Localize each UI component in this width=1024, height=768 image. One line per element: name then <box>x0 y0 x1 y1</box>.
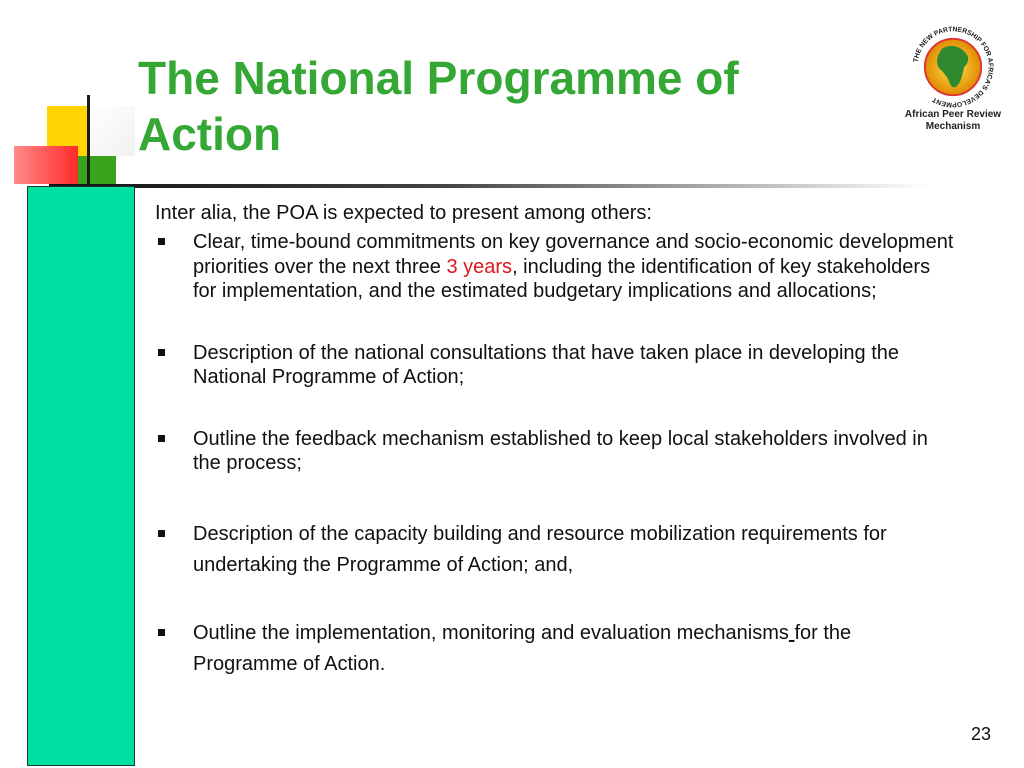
bullet-text: Description of the national consultations that have taken place in developing the National Programme of Action; <box>193 341 900 388</box>
bullet-text: , including the identification of key stakeholders for implementation, and the estimated budgetary implications and allocations; <box>193 255 931 302</box>
bullet-item <box>155 618 955 680</box>
bullet-item <box>155 519 955 581</box>
bullet-item <box>155 427 955 476</box>
bullet-text: Outline the implementation, monitoring and evaluation mechanisms <box>193 621 789 644</box>
intro-text: Inter alia, the POA is expected to present among others: <box>155 202 652 224</box>
decor-green-square <box>78 156 116 186</box>
title-underline <box>49 184 929 188</box>
bullet-text: Description of the capacity building and resource mobilization requirements for undertaking the Programme of Action; and, <box>193 522 887 576</box>
highlight-text: 3 years <box>446 255 513 278</box>
page-number: 23 <box>970 724 991 744</box>
bullet-square-icon <box>158 530 165 537</box>
aprm-logo <box>906 20 1000 114</box>
bullet-square-icon <box>158 238 165 245</box>
slide-body <box>155 200 955 680</box>
decor-vertical-line <box>87 95 90 188</box>
bullet-text: Outline the feedback mechanism established to keep local stakeholders involved in the process; <box>193 427 928 474</box>
bullet-text: for the Programme of Action. <box>193 621 852 675</box>
logo-caption-line2: Mechanism <box>925 121 981 132</box>
logo-caption-line1: African Peer Review <box>904 109 1002 120</box>
side-panel <box>27 186 135 766</box>
decor-red-square <box>14 146 78 184</box>
decor-white-square <box>89 106 135 156</box>
bullet-item <box>155 230 955 304</box>
bullet-text: Clear, time-bound commitments on key governance and socio-economic development priorities over the next three <box>193 231 954 278</box>
bullet-list <box>155 230 955 680</box>
logo-caption <box>893 109 1013 133</box>
bullet-item <box>155 341 955 390</box>
slide-title: The National Programme of Action <box>138 52 739 160</box>
bullet-square-icon <box>158 349 165 356</box>
bullet-square-icon <box>158 435 165 442</box>
bullet-square-icon <box>158 629 165 636</box>
logo-ring-text: THE NEW PARTNERSHIP FOR AFRICA'S DEVELOPMENT <box>912 26 994 108</box>
